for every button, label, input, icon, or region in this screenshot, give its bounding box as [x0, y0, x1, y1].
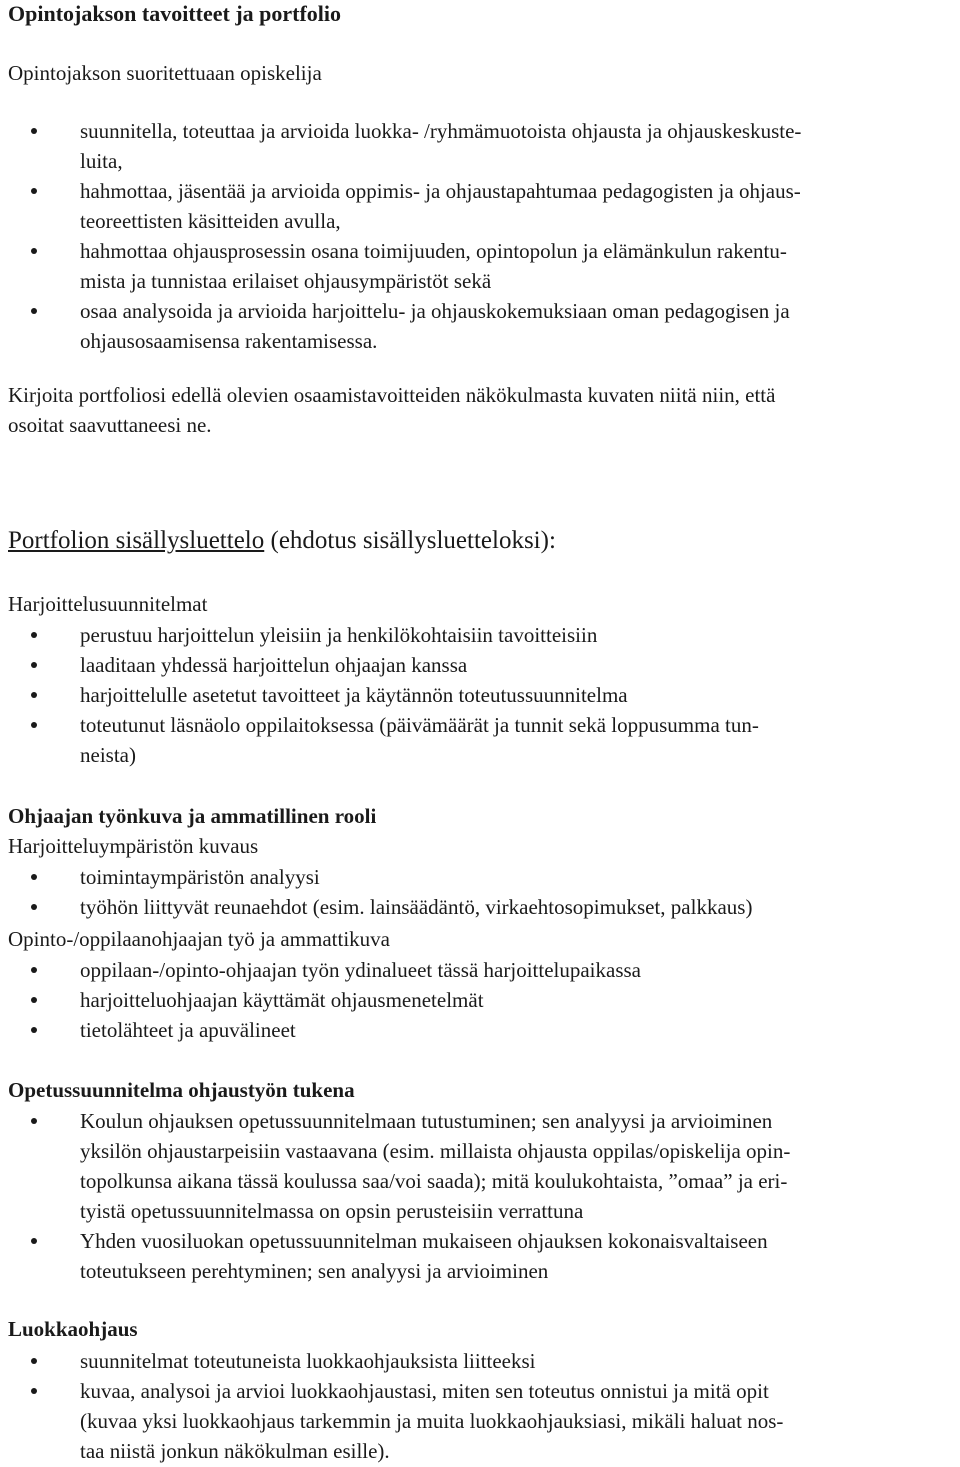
portfolio-note: Kirjoita portfoliosi edellä olevien osaamistavoitteiden näkökulmasta kuvaten niitä niin, että osoitat saavuttaneesi ne. [8, 383, 776, 437]
list-item: harjoitteluohjaajan käyttämät ohjausmenetelmät [8, 985, 952, 1015]
list-item: työhön liittyvät reunaehdot (esim. lainsäädäntö, virkaehtosopimukset, palkkaus) [8, 892, 952, 922]
ops-heading: Opetussuunnitelma ohjaustyön tukena [8, 1078, 355, 1102]
ohjaaja-heading: Ohjaajan työnkuva ja ammatillinen rooli [8, 804, 377, 828]
toc-title-underlined: Portfolion sisällysluettelo [8, 527, 265, 554]
list-item: perustuu harjoittelun yleisiin ja henkilökohtaisiin tavoitteisiin [8, 620, 952, 650]
ohjaaja-sub1-list [8, 862, 952, 922]
list-item: tietolähteet ja apuvälineet [8, 1015, 952, 1045]
list-item: kuvaa, analysoi ja arvioi luokkaohjaustasi, miten sen toteutus onnistui ja mitä opit (kuvaa yksi luokkaohjaus tarkemmin ja muita luokkaohjauksiasi, mikäli haluat nos- taa niistä jonkun näkökulman esille). [8, 1376, 952, 1466]
harjoittelu-list [8, 620, 952, 770]
list-item: laaditaan yhdessä harjoittelun ohjaajan kanssa [8, 650, 952, 680]
list-item: oppilaan-/opinto-ohjaajan työn ydinalueet tässä harjoittelupaikassa [8, 955, 952, 985]
goals-list [8, 116, 952, 356]
ops-list [8, 1106, 952, 1286]
section-title: Opintojakson tavoitteet ja portfolio [8, 1, 342, 26]
toc-title [8, 526, 556, 556]
list-item: toteutunut läsnäolo oppilaitoksessa (päivämäärät ja tunnit sekä loppusumma tun- neista) [8, 710, 952, 770]
luokka-heading: Luokkaohjaus [8, 1317, 138, 1341]
list-item: hahmottaa ohjausprosessin osana toimijuuden, opintopolun ja elämänkulun rakentu- mista ja tunnistaa erilaiset ohjausympäristöt sekä [8, 236, 952, 296]
list-item: hahmottaa, jäsentää ja arvioida oppimis- ja ohjaustapahtumaa pedagogisten ja ohjaus- teoreettisten käsitteiden avulla, [8, 176, 952, 236]
ohjaaja-sub2-list [8, 955, 952, 1045]
list-item: Yhden vuosiluokan opetussuunnitelman mukaiseen ohjauksen kokonaisvaltaiseen toteutukseen perehtyminen; sen analyysi ja arvioiminen [8, 1226, 952, 1286]
luokka-list [8, 1346, 952, 1466]
toc-title-rest: (ehdotus sisällysluetteloksi): [264, 527, 556, 554]
list-item: Koulun ohjauksen opetussuunnitelmaan tutustuminen; sen analyysi ja arvioiminen yksilön ohjaustarpeisiin vastaavana (esim. millaista ohjausta oppilas/opiskelija opin- topolkunsa aikana tässä koulussa saa/voi saada); mitä koulukohtaista, ”omaa” ja eri- tyistä opetussuunnitelmassa on opsin perusteisiin verrattuna [8, 1106, 952, 1226]
intro-text: Opintojakson suoritettuaan opiskelija [8, 61, 322, 85]
list-item: suunnitella, toteuttaa ja arvioida luokka- /ryhmämuotoista ohjausta ja ohjauskeskuste- luita, [8, 116, 952, 176]
harjoittelu-heading: Harjoittelusuunnitelmat [8, 592, 208, 616]
list-item: toimintaympäristön analyysi [8, 862, 952, 892]
list-item: osaa analysoida ja arvioida harjoittelu- ja ohjauskokemuksiaan oman pedagogisen ja ohjausosaamisensa rakentamisessa. [8, 296, 952, 356]
list-item: suunnitelmat toteutuneista luokkaohjauksista liitteeksi [8, 1346, 952, 1376]
list-item: harjoittelulle asetetut tavoitteet ja käytännön toteutussuunnitelma [8, 680, 952, 710]
ohjaaja-sub1: Harjoitteluympäristön kuvaus [8, 834, 259, 858]
ohjaaja-sub2: Opinto-/oppilaanohjaajan työ ja ammattikuva [8, 927, 390, 951]
